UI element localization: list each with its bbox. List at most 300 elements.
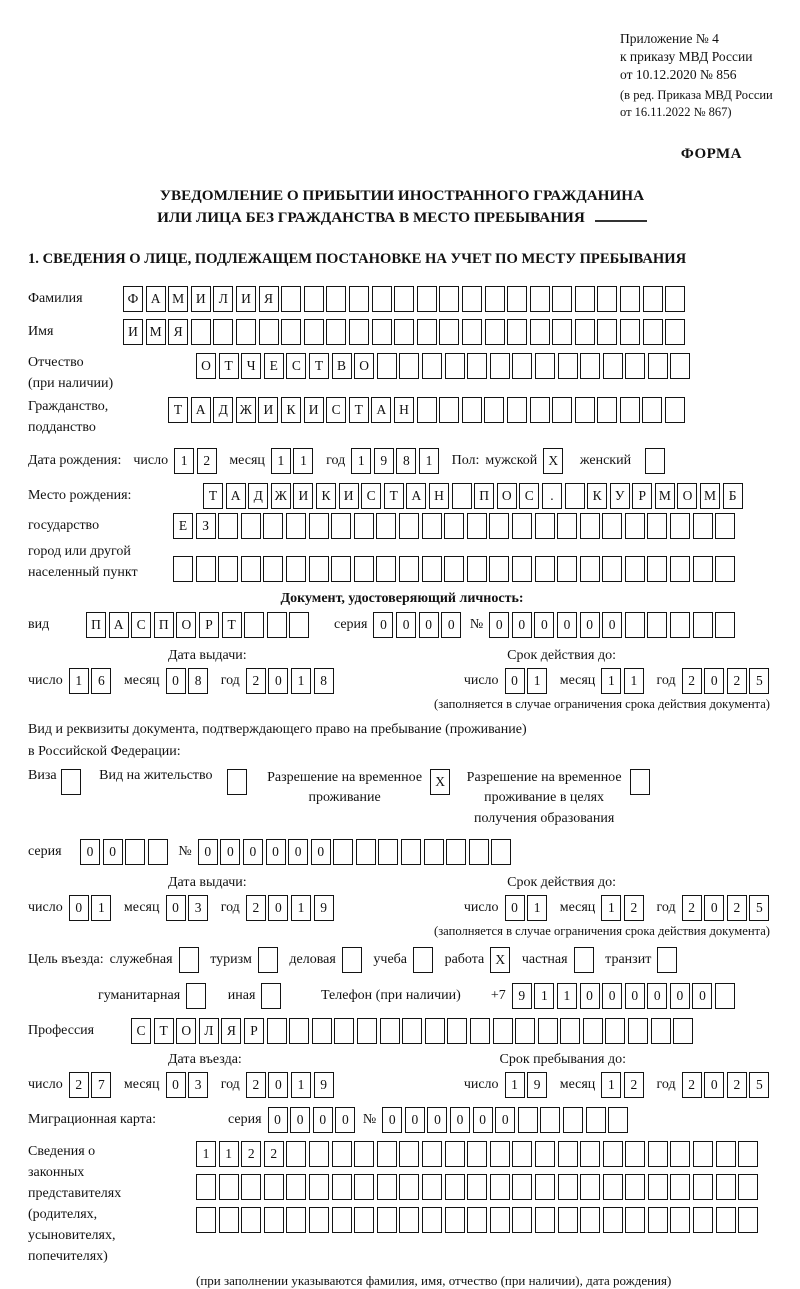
appendix-line: Приложение № 4 bbox=[620, 31, 719, 46]
residence-issue-day-cells bbox=[69, 895, 114, 921]
form-cell bbox=[647, 612, 667, 638]
form-cell bbox=[267, 1018, 287, 1044]
form-cell: 8 bbox=[314, 668, 334, 694]
form-cell: 2 bbox=[241, 1141, 261, 1167]
form-cell: 9 bbox=[527, 1072, 547, 1098]
form-cell: 0 bbox=[692, 983, 712, 1009]
form-cell bbox=[580, 1174, 600, 1200]
birth-place-sublabel-2: город или другой bbox=[28, 544, 131, 559]
temp-residence-option bbox=[267, 768, 453, 809]
birth-month-label: месяц bbox=[229, 453, 265, 468]
form-cell bbox=[693, 612, 713, 638]
form-cell: 5 bbox=[749, 668, 769, 694]
form-cell: И bbox=[293, 483, 313, 509]
representatives-cells-3 bbox=[196, 1207, 761, 1233]
form-cell bbox=[507, 397, 527, 423]
form-cell: 3 bbox=[188, 895, 208, 921]
form-cell: 1 bbox=[601, 1072, 621, 1098]
form-cell bbox=[417, 319, 437, 345]
purpose-work-checkbox bbox=[490, 947, 513, 973]
patronymic-cells bbox=[196, 353, 693, 379]
residence-issue-month-label: месяц bbox=[123, 899, 160, 915]
form-cell bbox=[312, 1018, 332, 1044]
doc-series-label: серия bbox=[333, 617, 368, 632]
form-cell: А bbox=[109, 612, 129, 638]
form-cell bbox=[490, 353, 510, 379]
form-cell bbox=[399, 556, 419, 582]
form-cell bbox=[580, 556, 600, 582]
given-name-label: Имя bbox=[28, 324, 54, 339]
form-cell: И bbox=[258, 397, 278, 423]
form-cell bbox=[394, 286, 414, 312]
residence-expiry-heading: Срок действия до: bbox=[507, 874, 616, 890]
form-cell bbox=[665, 397, 685, 423]
doc-issue-month-cells bbox=[166, 668, 211, 694]
residence-issue-day-label: число bbox=[28, 899, 63, 915]
form-cell: 0 bbox=[602, 612, 622, 638]
stay-until-heading: Срок пребывания до: bbox=[499, 1051, 626, 1067]
citizenship-label: Гражданство, bbox=[28, 399, 109, 414]
birth-place-sublabel-1: государство bbox=[28, 518, 100, 533]
form-cell bbox=[535, 556, 555, 582]
form-cell: 0 bbox=[288, 839, 308, 865]
form-cell bbox=[452, 483, 472, 509]
form-cell bbox=[218, 513, 238, 539]
form-cell bbox=[648, 1207, 668, 1233]
form-cell: 0 bbox=[580, 612, 600, 638]
entry-month-label: месяц bbox=[123, 1076, 160, 1092]
form-cell: О bbox=[677, 483, 697, 509]
form-cell: Е bbox=[264, 353, 284, 379]
form-cell bbox=[394, 319, 414, 345]
form-cell: 5 bbox=[749, 1072, 769, 1098]
form-cell: 2 bbox=[246, 1072, 266, 1098]
visa-checkbox bbox=[61, 769, 84, 795]
doc-number-label: № bbox=[469, 617, 484, 632]
form-cell bbox=[259, 319, 279, 345]
form-cell: 0 bbox=[313, 1107, 333, 1133]
form-cell bbox=[263, 556, 283, 582]
appendix-line: к приказу МВД России bbox=[620, 48, 753, 64]
form-cell: И bbox=[304, 397, 324, 423]
form-cell: 2 bbox=[246, 668, 266, 694]
form-cell: 1 bbox=[624, 668, 644, 694]
form-cell: 1 bbox=[293, 448, 313, 474]
form-cell bbox=[332, 1174, 352, 1200]
form-cell bbox=[625, 612, 645, 638]
form-cell: 0 bbox=[704, 668, 724, 694]
form-cell: К bbox=[587, 483, 607, 509]
stay-day-cells bbox=[505, 1072, 550, 1098]
form-cell bbox=[289, 612, 309, 638]
form-cell: 2 bbox=[727, 895, 747, 921]
form-cell: И bbox=[339, 483, 359, 509]
residence-issue-year-label: год bbox=[220, 899, 240, 915]
form-cell bbox=[244, 612, 264, 638]
purpose-private-checkbox bbox=[574, 947, 597, 973]
form-cell bbox=[304, 286, 324, 312]
form-cell bbox=[417, 397, 437, 423]
sex-female-checkbox bbox=[645, 448, 668, 474]
form-cell bbox=[331, 513, 351, 539]
form-cell bbox=[512, 1207, 532, 1233]
purpose-transit: транзит bbox=[605, 947, 680, 973]
birth-place-sublabel-3: населенный пункт bbox=[28, 565, 138, 580]
appendix-note bbox=[620, 30, 776, 120]
form-cell bbox=[304, 319, 324, 345]
form-cell bbox=[399, 513, 419, 539]
form-cell bbox=[603, 353, 623, 379]
form-cell: О bbox=[176, 1018, 196, 1044]
form-cell bbox=[738, 1174, 758, 1200]
visa-label: Виза bbox=[28, 768, 57, 783]
form-cell: 0 bbox=[166, 1072, 186, 1098]
temp-residence-edu-label-line3: получения образования bbox=[473, 810, 615, 826]
form-cell bbox=[263, 513, 283, 539]
form-cell: 0 bbox=[450, 1107, 470, 1133]
identity-doc-type-row bbox=[28, 612, 776, 638]
form-cell: 0 bbox=[166, 668, 186, 694]
form-cell bbox=[467, 1174, 487, 1200]
doc-issue-heading: Дата выдачи: bbox=[168, 648, 247, 663]
temp-residence-edu-label-line2: проживание в целях bbox=[484, 790, 605, 806]
birth-place-row-2 bbox=[28, 513, 776, 539]
form-cell bbox=[342, 947, 362, 973]
purpose-transit-checkbox bbox=[657, 947, 680, 973]
form-cell: 0 bbox=[268, 895, 288, 921]
form-cell bbox=[693, 513, 713, 539]
form-cell bbox=[530, 319, 550, 345]
form-cell bbox=[580, 353, 600, 379]
birth-place-cells-3 bbox=[173, 556, 738, 582]
purpose-study: учеба bbox=[373, 947, 435, 973]
form-cell bbox=[380, 1018, 400, 1044]
representatives-cells-2 bbox=[196, 1174, 761, 1200]
form-cell bbox=[630, 769, 650, 795]
patronymic-label: Отчество bbox=[28, 355, 84, 370]
form-cell bbox=[445, 1207, 465, 1233]
temp-residence-edu-option bbox=[467, 768, 653, 829]
form-cell: А bbox=[371, 397, 391, 423]
form-cell bbox=[563, 1107, 583, 1133]
form-cell bbox=[470, 1018, 490, 1044]
form-cell bbox=[354, 556, 374, 582]
form-cell bbox=[665, 319, 685, 345]
form-cell: 2 bbox=[69, 1072, 89, 1098]
residence-expiry-day-label: число bbox=[463, 899, 499, 915]
form-cell bbox=[439, 319, 459, 345]
doc-type-cells bbox=[86, 612, 312, 638]
form-cell: 0 bbox=[602, 983, 622, 1009]
residence-issue-year-cells bbox=[246, 895, 336, 921]
form-cell: Я bbox=[259, 286, 279, 312]
residence-expiry-month-label: месяц bbox=[559, 899, 596, 915]
form-cell bbox=[597, 319, 617, 345]
form-cell: 8 bbox=[396, 448, 416, 474]
form-cell: 0 bbox=[557, 612, 577, 638]
form-cell bbox=[583, 1018, 603, 1044]
form-cell bbox=[357, 1018, 377, 1044]
form-cell bbox=[643, 286, 663, 312]
doc-expiry-day-cells bbox=[505, 668, 550, 694]
form-cell: 1 bbox=[291, 895, 311, 921]
temp-residence-checkbox bbox=[430, 769, 453, 795]
visa-option bbox=[28, 768, 83, 795]
form-cell bbox=[422, 556, 442, 582]
form-cell bbox=[376, 556, 396, 582]
doc-expiry-heading: Срок действия до: bbox=[507, 648, 616, 663]
form-cell bbox=[264, 1207, 284, 1233]
purpose-official: служебная bbox=[110, 947, 202, 973]
profession-cells bbox=[131, 1018, 696, 1044]
form-cell: А bbox=[406, 483, 426, 509]
patronymic-row bbox=[28, 352, 776, 394]
form-cell: З bbox=[196, 513, 216, 539]
form-cell: А bbox=[191, 397, 211, 423]
residence-permit-label: Вид на жительство bbox=[99, 768, 213, 783]
birth-place-cells-2 bbox=[173, 513, 738, 539]
form-cell bbox=[447, 1018, 467, 1044]
form-cell: X bbox=[430, 769, 450, 795]
form-cell: 0 bbox=[373, 612, 393, 638]
sex-female-label: женский bbox=[579, 453, 632, 468]
migration-series-cells bbox=[268, 1107, 358, 1133]
appendix-line: от 10.12.2020 № 856 bbox=[620, 66, 737, 82]
form-cell: Т bbox=[309, 353, 329, 379]
title-line-2: ИЛИ ЛИЦА БЕЗ ГРАЖДАНСТВА В МЕСТО ПРЕБЫВАНИЯ bbox=[28, 207, 776, 229]
form-cell bbox=[467, 353, 487, 379]
form-cell: О bbox=[497, 483, 517, 509]
purpose-humanitarian-checkbox bbox=[186, 983, 209, 1009]
form-cell bbox=[286, 556, 306, 582]
residence-issue-month-cells bbox=[166, 895, 211, 921]
form-cell: Т bbox=[384, 483, 404, 509]
form-cell: Р bbox=[632, 483, 652, 509]
purpose-tourism: туризм bbox=[210, 947, 280, 973]
form-cell: С bbox=[286, 353, 306, 379]
form-cell: 2 bbox=[727, 668, 747, 694]
form-cell bbox=[261, 983, 281, 1009]
form-cell: 1 bbox=[534, 983, 554, 1009]
amendment-line: от 16.11.2022 № 867) bbox=[620, 104, 732, 119]
representatives-label-1: Сведения о bbox=[28, 1143, 96, 1159]
form-cell bbox=[191, 319, 211, 345]
form-cell bbox=[372, 319, 392, 345]
birth-date-row bbox=[28, 448, 776, 474]
form-cell: 0 bbox=[396, 612, 416, 638]
residence-series-cells bbox=[80, 839, 170, 865]
form-cell: А bbox=[146, 286, 166, 312]
form-cell bbox=[485, 319, 505, 345]
form-cell bbox=[439, 397, 459, 423]
form-cell bbox=[620, 397, 640, 423]
form-cell bbox=[715, 513, 735, 539]
form-cell bbox=[462, 397, 482, 423]
temp-residence-label-line1: Разрешение на временное bbox=[267, 770, 423, 785]
form-cell: С bbox=[519, 483, 539, 509]
page-title bbox=[28, 185, 776, 229]
birth-day-cells bbox=[174, 448, 219, 474]
form-cell bbox=[422, 1174, 442, 1200]
form-cell: И bbox=[191, 286, 211, 312]
form-cell bbox=[552, 319, 572, 345]
birth-year-cells bbox=[351, 448, 441, 474]
form-cell bbox=[565, 483, 585, 509]
birth-year-label: год bbox=[326, 453, 346, 468]
representatives-block bbox=[28, 1141, 776, 1267]
form-cell bbox=[580, 513, 600, 539]
form-cell: 7 bbox=[91, 1072, 111, 1098]
form-cell bbox=[560, 1018, 580, 1044]
form-cell bbox=[267, 612, 287, 638]
form-cell bbox=[518, 1107, 538, 1133]
purpose-work: работа X bbox=[445, 947, 513, 973]
form-cell bbox=[575, 319, 595, 345]
form-cell: 1 bbox=[196, 1141, 216, 1167]
form-cell bbox=[422, 513, 442, 539]
form-cell: Б bbox=[723, 483, 743, 509]
representatives-label-2: законных bbox=[28, 1164, 85, 1180]
form-cell bbox=[489, 556, 509, 582]
form-cell bbox=[574, 947, 594, 973]
form-cell bbox=[489, 513, 509, 539]
form-cell bbox=[552, 286, 572, 312]
form-cell: 1 bbox=[91, 895, 111, 921]
form-cell bbox=[446, 839, 466, 865]
form-cell bbox=[558, 1207, 578, 1233]
birth-place-row-1 bbox=[28, 483, 776, 509]
form-cell bbox=[354, 1174, 374, 1200]
migration-number-label: № bbox=[362, 1111, 377, 1127]
doc-expiry-year-cells bbox=[682, 668, 772, 694]
form-cell bbox=[620, 286, 640, 312]
form-cell bbox=[512, 353, 532, 379]
form-cell bbox=[227, 769, 247, 795]
form-cell bbox=[580, 1207, 600, 1233]
form-cell bbox=[715, 556, 735, 582]
form-cell bbox=[645, 448, 665, 474]
form-cell: 9 bbox=[512, 983, 532, 1009]
form-cell bbox=[603, 1207, 623, 1233]
form-cell: Т bbox=[219, 353, 239, 379]
form-cell: 2 bbox=[246, 895, 266, 921]
form-cell bbox=[61, 769, 81, 795]
form-cell bbox=[670, 1174, 690, 1200]
purpose-tourism-checkbox bbox=[258, 947, 281, 973]
form-cell: 0 bbox=[427, 1107, 447, 1133]
form-cell: О bbox=[176, 612, 196, 638]
form-cell: Д bbox=[213, 397, 233, 423]
form-cell bbox=[515, 1018, 535, 1044]
form-cell bbox=[603, 1174, 623, 1200]
form-cell: К bbox=[281, 397, 301, 423]
entry-day-label: число bbox=[28, 1076, 63, 1092]
form-cell bbox=[715, 612, 735, 638]
form-cell: X bbox=[490, 947, 510, 973]
form-cell bbox=[586, 1107, 606, 1133]
form-cell bbox=[286, 1174, 306, 1200]
surname-cells bbox=[123, 286, 688, 312]
form-cell: 9 bbox=[314, 895, 334, 921]
form-cell: О bbox=[354, 353, 374, 379]
form-cell: С bbox=[131, 1018, 151, 1044]
form-cell bbox=[602, 513, 622, 539]
birth-date-label: Дата рождения: bbox=[28, 453, 122, 468]
form-cell bbox=[334, 1018, 354, 1044]
form-cell: 0 bbox=[268, 1107, 288, 1133]
doc-issue-day-label: число bbox=[28, 673, 63, 688]
form-cell bbox=[673, 1018, 693, 1044]
form-cell: 2 bbox=[727, 1072, 747, 1098]
form-cell bbox=[552, 397, 572, 423]
residence-expiry-note: (заполняется в случае ограничения срока действия документа) bbox=[434, 923, 770, 938]
form-cell bbox=[281, 319, 301, 345]
migration-series-label: серия bbox=[228, 1111, 262, 1127]
representatives-label-3: представителях bbox=[28, 1185, 122, 1201]
form-cell: А bbox=[226, 483, 246, 509]
residence-doc-series-row bbox=[28, 839, 776, 865]
form-cell bbox=[309, 556, 329, 582]
form-cell: 0 bbox=[505, 668, 525, 694]
doc-expiry-month-cells bbox=[601, 668, 646, 694]
representatives-label-4: (родителях, bbox=[28, 1206, 98, 1222]
temp-residence-edu-label-line1: Разрешение на временное bbox=[466, 770, 622, 785]
form-cell bbox=[557, 556, 577, 582]
phone-cells bbox=[512, 983, 738, 1009]
residence-permit-checkbox bbox=[227, 769, 250, 795]
representatives-label-6: попечителях) bbox=[28, 1248, 108, 1264]
form-cell: 2 bbox=[624, 1072, 644, 1098]
form-label: ФОРМА bbox=[680, 145, 742, 162]
form-cell bbox=[444, 513, 464, 539]
title-line-1: УВЕДОМЛЕНИЕ О ПРИБЫТИИ ИНОСТРАННОГО ГРАЖДАНИНА bbox=[159, 186, 645, 204]
form-cell: П bbox=[86, 612, 106, 638]
form-cell bbox=[219, 1174, 239, 1200]
residence-expiry-month-cells bbox=[601, 895, 646, 921]
form-cell bbox=[535, 353, 555, 379]
form-cell bbox=[148, 839, 168, 865]
form-cell bbox=[445, 1174, 465, 1200]
residence-expiry-year-label: год bbox=[656, 899, 676, 915]
form-cell bbox=[693, 1207, 713, 1233]
form-cell: Л bbox=[199, 1018, 219, 1044]
form-cell: Ф bbox=[123, 286, 143, 312]
form-cell bbox=[491, 839, 511, 865]
form-cell: Т bbox=[154, 1018, 174, 1044]
residence-expiry-day-cells bbox=[505, 895, 550, 921]
doc-type-label: вид bbox=[28, 617, 50, 632]
form-cell: 1 bbox=[351, 448, 371, 474]
purpose-private: частная bbox=[522, 947, 596, 973]
form-cell: 9 bbox=[314, 1072, 334, 1098]
form-cell: О bbox=[196, 353, 216, 379]
form-cell bbox=[602, 556, 622, 582]
form-cell bbox=[535, 513, 555, 539]
visit-purpose-label: Цель въезда: bbox=[28, 951, 104, 967]
form-cell: 0 bbox=[505, 895, 525, 921]
form-cell: . bbox=[542, 483, 562, 509]
form-cell: С bbox=[326, 397, 346, 423]
form-cell bbox=[196, 556, 216, 582]
entry-year-cells bbox=[246, 1072, 336, 1098]
form-cell bbox=[620, 319, 640, 345]
form-cell bbox=[422, 1207, 442, 1233]
identity-doc-heading: Документ, удостоверяющий личность: bbox=[280, 591, 524, 606]
form-cell: X bbox=[543, 448, 563, 474]
form-cell bbox=[512, 1174, 532, 1200]
form-cell bbox=[651, 1018, 671, 1044]
form-cell bbox=[538, 1018, 558, 1044]
